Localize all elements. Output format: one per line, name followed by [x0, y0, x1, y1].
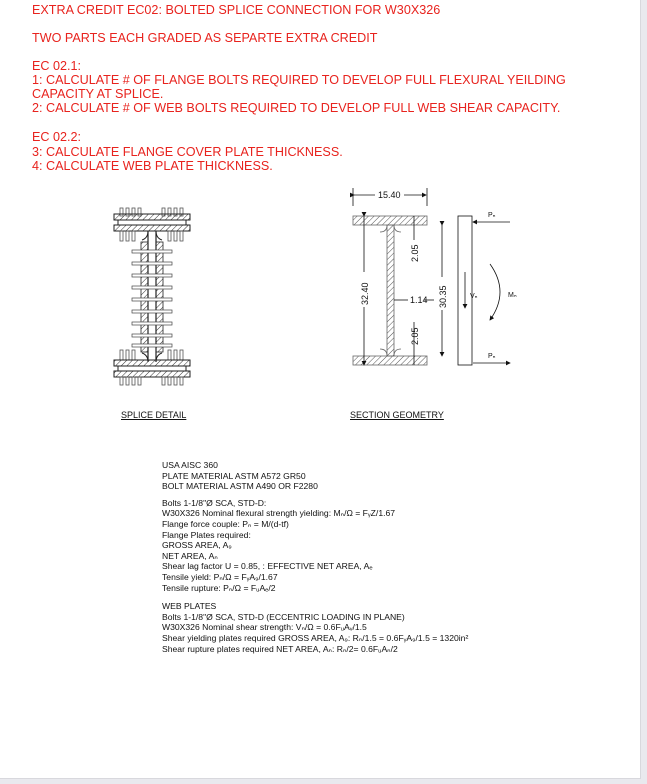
- material-line: PLATE MATERIAL ASTM A572 GR50: [162, 470, 306, 481]
- material-line: USA AISC 360: [162, 460, 218, 470]
- web-note: Shear rupture plates required NET AREA, Aₙ: Rₙ/2= 0.6FᵤAₙ/2: [162, 643, 398, 654]
- dim-web-thickness: 1.14: [410, 295, 428, 305]
- ec022-heading: EC 02.2:: [32, 130, 82, 144]
- flange-note: W30X326 Nominal flexural strength yielding: Mₙ/Ω = FᵧZ/1.67: [162, 508, 396, 519]
- ec021-item-1: 1: CALCULATE # OF FLANGE BOLTS REQUIRED TO DEVELOP FULL FLEXURAL YEILDING: [32, 73, 566, 87]
- dim-bottom-flange-thickness: 2.05: [410, 327, 420, 345]
- ec021-item-2: 2: CALCULATE # OF WEB BOLTS REQUIRED TO DEVELOP FULL WEB SHEAR CAPACITY.: [32, 101, 561, 115]
- web: [387, 225, 394, 356]
- ec022-item-3: 3: CALCULATE FLANGE COVER PLATE THICKNESS.: [32, 145, 343, 159]
- force-bottom-label: Pₙ: [488, 353, 496, 360]
- dim-top-flange-thickness: 2.05: [410, 244, 420, 262]
- dim-clear-depth: 30.35: [438, 285, 448, 308]
- flange-note: Bolts 1-1/8"Ø SCA, STD-D:: [162, 497, 267, 508]
- web-note: Bolts 1-1/8"Ø SCA, STD-D (ECCENTRIC LOADING IN PLANE): [162, 611, 405, 622]
- section-geometry-drawing: [340, 182, 530, 397]
- force-top-label: Pₙ: [488, 212, 496, 219]
- flange-note: Flange force couple: Pₙ = M/(d-tf): [162, 518, 289, 529]
- dim-flange-width: 15.40: [378, 190, 401, 200]
- notes-block: [162, 460, 468, 654]
- bottom-flange-plate: [114, 371, 190, 377]
- ec021-heading: EC 02.1:: [32, 59, 82, 73]
- top-flange-plate: [114, 214, 190, 220]
- shear-label: Vₙ: [470, 293, 478, 300]
- splice-detail-drawing: [100, 200, 200, 390]
- flange-note: NET AREA, Aₙ: [162, 550, 218, 561]
- ec021-item-1-cont: CAPACITY AT SPLICE.: [32, 87, 164, 101]
- document-title: EXTRA CREDIT EC02: BOLTED SPLICE CONNECTION FOR W30X326: [32, 3, 441, 17]
- web-note: Shear yielding plates required GROSS AREA, A₉: Rₙ/1.5 = 0.6FᵧA₉/1.5 = 1320in²: [162, 632, 469, 643]
- flange-note: GROSS AREA, A₉: [162, 540, 232, 551]
- ec022-item-4: 4: CALCULATE WEB PLATE THICKNESS.: [32, 159, 273, 173]
- flange-note: Tensile yield: Pₙ/Ω = FᵧA₉/1.67: [162, 571, 278, 582]
- section-geometry-caption: SECTION GEOMETRY: [350, 410, 444, 420]
- flange-note: Shear lag factor U = 0.85, : EFFECTIVE NET AREA, Aₑ: [162, 561, 373, 572]
- material-line: BOLT MATERIAL ASTM A490 OR F2280: [162, 481, 318, 492]
- document-subtitle: TWO PARTS EACH GRADED AS SEPARTE EXTRA CREDIT: [32, 31, 378, 45]
- splice-detail-caption: SPLICE DETAIL: [121, 410, 187, 420]
- flange-note: Flange Plates required:: [162, 529, 251, 540]
- dim-total-depth: 32.40: [360, 282, 370, 305]
- flange-note: Tensile rupture: Pₙ/Ω = FᵤAₑ/2: [162, 582, 276, 593]
- web-note: W30X326 Nominal shear strength: Vₙ/Ω = 0.6FᵤAᵥ/1.5: [162, 622, 367, 633]
- moment-label: Mₙ: [508, 292, 517, 299]
- web-note: WEB PLATES: [162, 601, 217, 612]
